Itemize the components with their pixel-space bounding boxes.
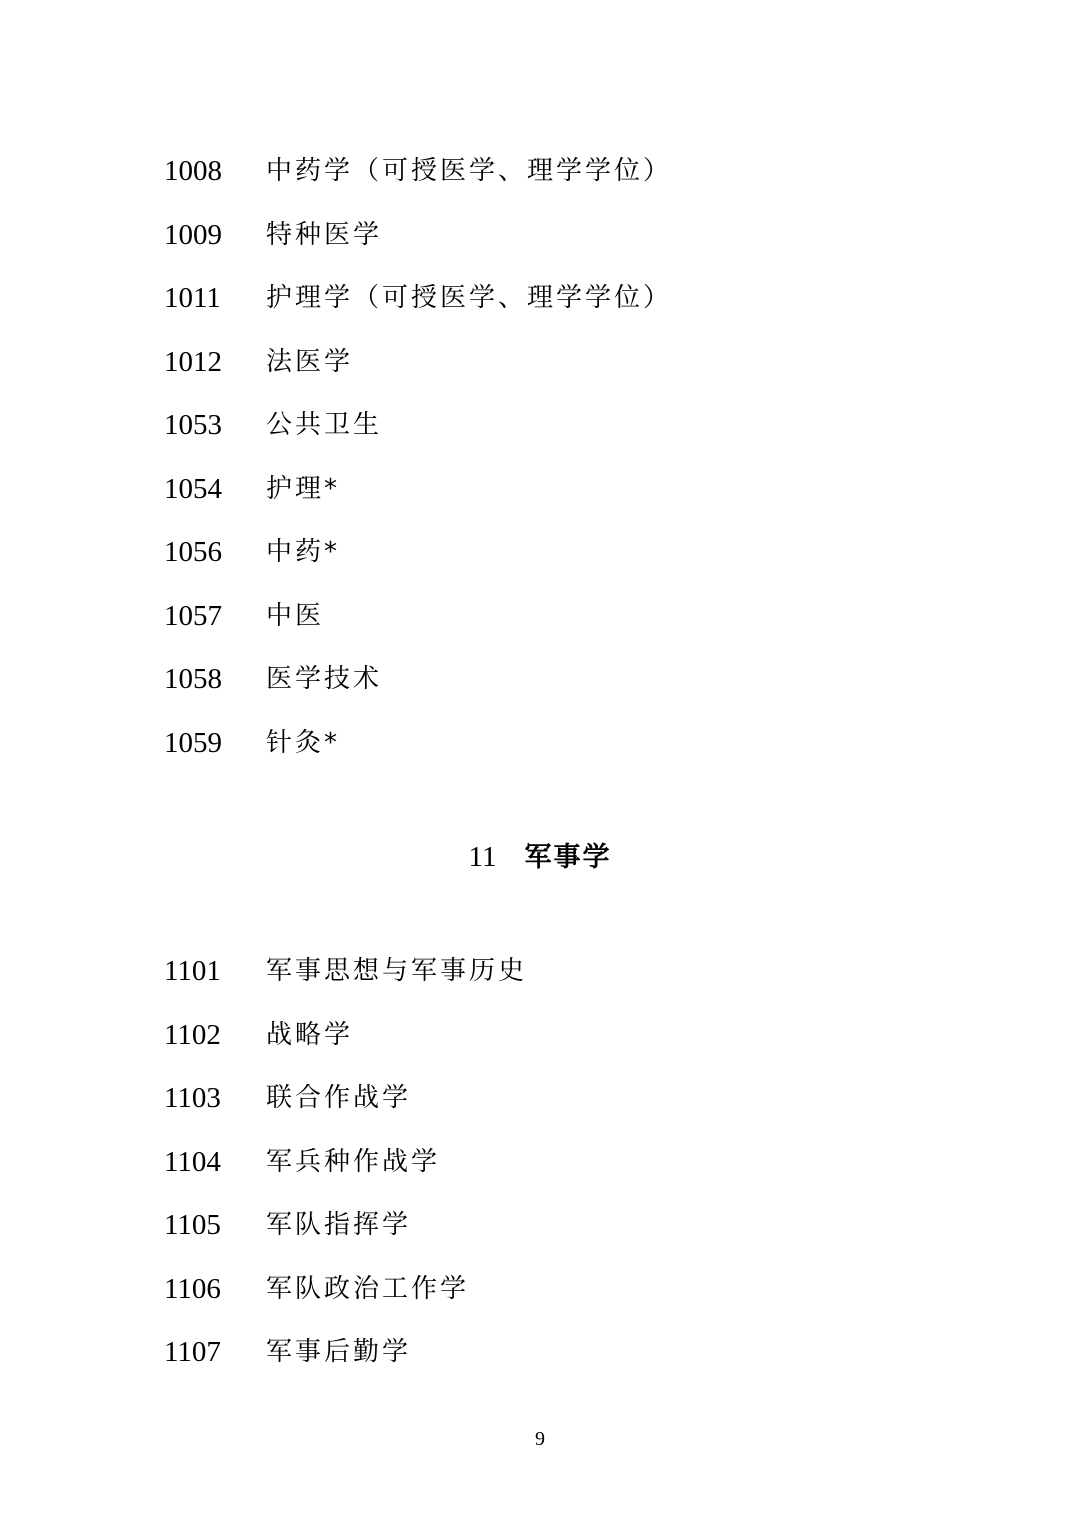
section-code: 11: [468, 841, 497, 873]
discipline-code: 1106: [164, 1272, 221, 1305]
discipline-code: 1011: [164, 282, 221, 314]
list-item: [0, 204, 1080, 268]
list-item: [0, 585, 1080, 649]
page-number: 9: [535, 1428, 545, 1450]
discipline-code: 1053: [164, 409, 222, 441]
section-heading: [0, 835, 1080, 880]
discipline-name: 公共卫生: [266, 410, 383, 440]
list-item: [0, 521, 1080, 585]
discipline-code: 1058: [164, 663, 222, 695]
list-item: [0, 458, 1080, 522]
discipline-name: 军队指挥学: [266, 1210, 412, 1240]
discipline-name: 战略学: [266, 1019, 354, 1050]
list-item: [0, 1194, 1080, 1258]
discipline-code: 1059: [164, 726, 222, 759]
discipline-name: 特种医学: [266, 219, 383, 250]
discipline-name: 护理*: [266, 473, 341, 504]
list-item: [0, 648, 1080, 712]
discipline-name: 军事后勤学: [266, 1337, 412, 1367]
discipline-name: 军事思想与军事历史: [266, 956, 528, 986]
discipline-code: 1008: [164, 155, 222, 187]
list-item: [0, 1004, 1080, 1068]
list-item: [0, 331, 1080, 395]
discipline-code: 1057: [164, 599, 222, 632]
list-item: [0, 1258, 1080, 1322]
discipline-name: 联合作战学: [266, 1083, 412, 1113]
list-item: [0, 712, 1080, 776]
discipline-code: 1104: [164, 1145, 221, 1178]
discipline-name: 中医: [266, 600, 325, 631]
discipline-name: 中药学（可授医学、理学学位）: [266, 156, 673, 186]
discipline-name: 军兵种作战学: [266, 1146, 441, 1177]
list-item: [0, 940, 1080, 1004]
discipline-code: 1054: [164, 472, 222, 505]
list-item: [0, 1131, 1080, 1195]
discipline-name: 护理学（可授医学、理学学位）: [266, 283, 673, 313]
discipline-code: 1056: [164, 536, 222, 568]
discipline-code: 1009: [164, 218, 222, 251]
discipline-code: 1102: [164, 1018, 221, 1051]
list-item: [0, 140, 1080, 204]
discipline-list-medicine: [0, 140, 1080, 775]
discipline-name: 法医学: [266, 346, 354, 377]
list-item: [0, 1321, 1080, 1385]
list-item: [0, 267, 1080, 331]
discipline-name: 医学技术: [266, 664, 383, 694]
discipline-name: 中药*: [266, 537, 341, 567]
discipline-code: 1012: [164, 345, 222, 378]
discipline-list-military: [0, 940, 1080, 1385]
list-item: [0, 1067, 1080, 1131]
discipline-name: 针灸*: [266, 727, 341, 758]
list-item: [0, 394, 1080, 458]
discipline-code: 1105: [164, 1209, 221, 1241]
discipline-code: 1107: [164, 1336, 221, 1368]
discipline-code: 1103: [164, 1082, 221, 1114]
section-title: 军事学: [524, 842, 612, 873]
discipline-code: 1101: [164, 955, 221, 987]
discipline-name: 军队政治工作学: [266, 1273, 470, 1304]
